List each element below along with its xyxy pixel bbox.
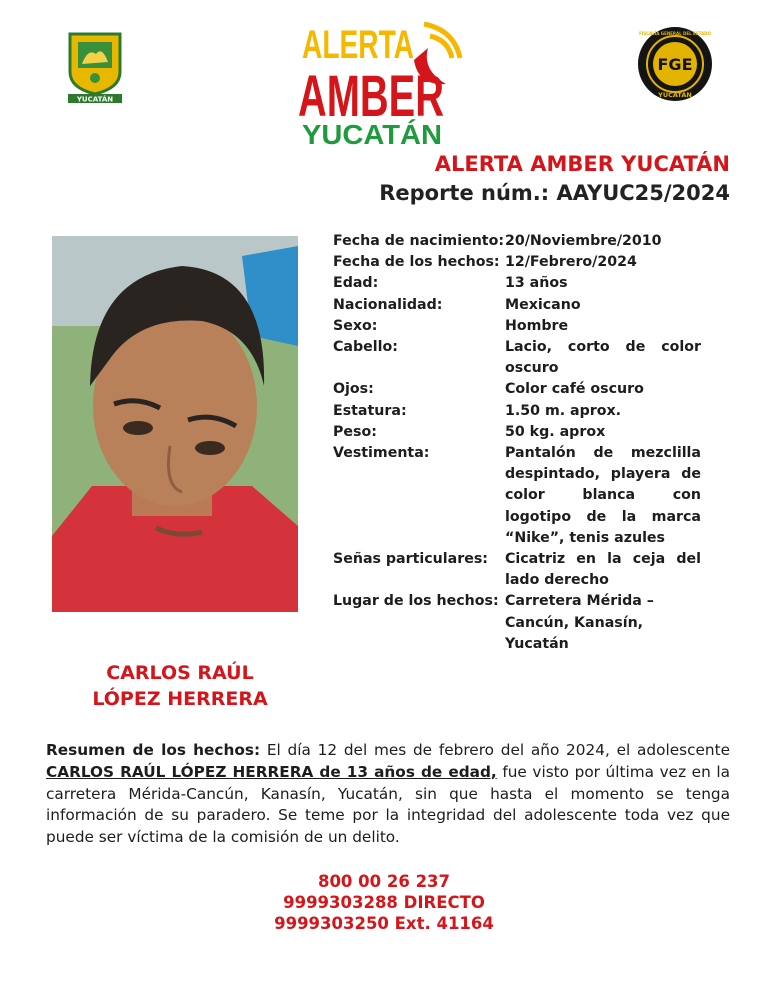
detail-row xyxy=(333,379,701,400)
report-number: Reporte núm.: AAYUC25/2024 xyxy=(379,181,730,205)
contact-phone-hotline[interactable]: 800 00 26 237 xyxy=(317,872,451,891)
fge-logo-ring-bottom: YUCATÁN xyxy=(658,91,692,99)
summary-text-part2: fue visto por última vez en la carretera Mérida-Cancún, Kanasín, Yucatán, sin que hasta el momento se tenga información de su paradero. Se teme por la integridad del adolescente toda vez que puede ser víctima de la comisión de un delito. xyxy=(46,762,730,847)
detail-row xyxy=(333,591,701,655)
detail-row xyxy=(333,295,701,316)
detail-label: Cabello: xyxy=(333,339,398,356)
summary-highlight: CARLOS RAÚL LÓPEZ HERRERA de 13 años de edad, xyxy=(46,762,497,781)
detail-value: Pantalón de mezclilla despintado, playera de color blanca con logotipo de la marca “Nike”, tenis azules xyxy=(505,445,701,546)
detail-row xyxy=(333,401,701,422)
detail-value: 20/Noviembre/2010 xyxy=(505,233,662,249)
detail-label: Lugar de los hechos: xyxy=(333,593,499,610)
alert-title: ALERTA AMBER YUCATÁN xyxy=(434,152,730,176)
detail-row xyxy=(333,273,701,294)
detail-value: Lacio, corto de color oscuro xyxy=(505,339,701,377)
detail-value: 1.50 m. aprox. xyxy=(505,402,622,419)
missing-person-photo xyxy=(52,236,298,612)
detail-value: Cicatriz en la ceja del lado derecho xyxy=(505,551,701,589)
detail-value: Color café oscuro xyxy=(505,381,644,398)
yucatan-logo-label: YUCATÁN xyxy=(76,95,114,104)
detail-label: Nacionalidad: xyxy=(333,296,443,313)
detail-row xyxy=(333,231,701,252)
yucatan-coat-of-arms-logo xyxy=(66,28,124,104)
detail-label: Estatura: xyxy=(333,402,407,419)
amber-logo-line2: AMBER xyxy=(298,64,444,129)
detail-label: Vestimenta: xyxy=(333,445,430,462)
detail-value: Mexicano xyxy=(505,296,581,313)
alerta-amber-logo xyxy=(296,14,468,148)
amber-logo-line3: YUCATÁN xyxy=(302,119,442,148)
summary-lead: Resumen de los hechos: xyxy=(46,741,261,759)
detail-label: Ojos: xyxy=(333,381,374,398)
detail-value: Carretera Mérida – Cancún, Kanasín, Yucatán xyxy=(505,593,654,652)
detail-label: Peso: xyxy=(333,423,377,440)
detail-label: Sexo: xyxy=(333,317,378,334)
incident-summary xyxy=(46,740,730,849)
summary-text-part1: El día 12 del mes de febrero del año 2024, el adolescente xyxy=(260,741,730,759)
person-details xyxy=(333,231,701,655)
fge-seal-logo xyxy=(637,26,713,102)
detail-value: 13 años xyxy=(505,275,568,292)
detail-row xyxy=(333,337,701,379)
detail-label: Fecha de nacimiento: xyxy=(333,233,504,249)
contact-phone-extension[interactable]: 9999303250 Ext. 41164 xyxy=(274,914,494,933)
detail-row xyxy=(333,252,701,273)
missing-person-last-names: LÓPEZ HERRERA xyxy=(92,688,268,710)
fge-logo-ring-top: FISCALÍA GENERAL DEL ESTADO xyxy=(639,31,711,36)
fge-logo-center: FGE xyxy=(657,55,693,74)
detail-label: Señas particulares: xyxy=(333,551,488,568)
detail-row xyxy=(333,443,701,549)
detail-value: 12/Febrero/2024 xyxy=(505,254,637,271)
contact-phone-direct[interactable]: 9999303288 DIRECTO xyxy=(283,893,485,912)
detail-label: Edad: xyxy=(333,275,379,292)
detail-row xyxy=(333,422,701,443)
detail-label: Fecha de los hechos: xyxy=(333,254,500,271)
detail-value: 50 kg. aprox xyxy=(505,423,606,440)
missing-person-first-names: CARLOS RAÚL xyxy=(106,662,254,684)
detail-row xyxy=(333,316,701,337)
amber-logo-line1: ALERTA xyxy=(302,23,414,67)
detail-value: Hombre xyxy=(505,317,569,334)
detail-row xyxy=(333,549,701,591)
portrait-illustration xyxy=(52,236,298,612)
